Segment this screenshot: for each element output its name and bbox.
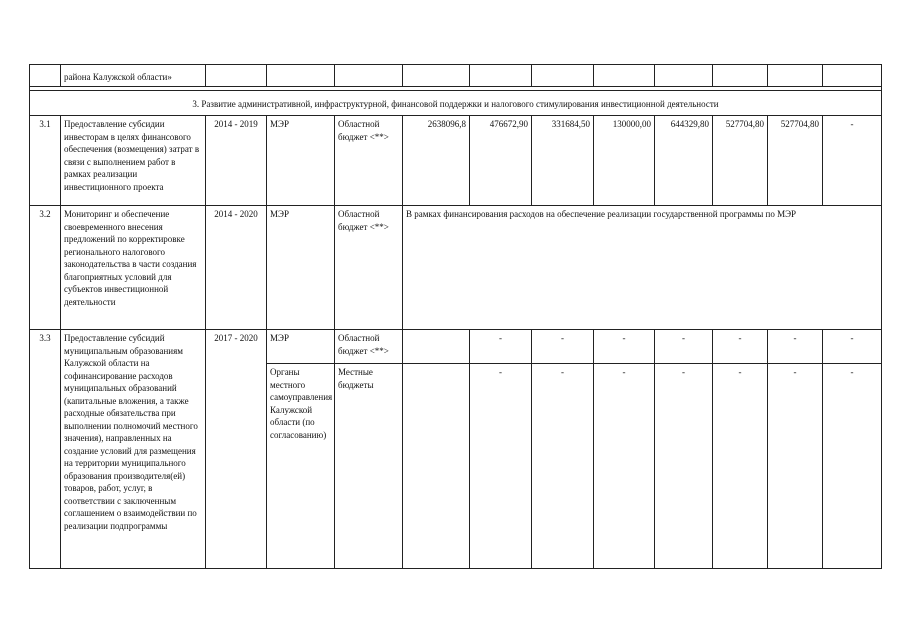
table-row	[30, 65, 882, 87]
row-period: 2014 - 2020	[206, 206, 267, 330]
row-name: Предоставление субсидии инвесторам в целях финансового обеспечения (возмещения) затрат в связи с выполнением работ в рамках реализации инвестиционного проекта	[61, 116, 206, 206]
row-executor: МЭР	[267, 330, 335, 364]
value-cell: 130000,00	[594, 116, 655, 206]
value-cell: -	[655, 364, 713, 569]
table-row	[30, 206, 882, 330]
value-cell	[403, 330, 470, 364]
value-cell: 331684,50	[532, 116, 594, 206]
row-number: 3.1	[30, 116, 61, 206]
row-note: В рамках финансирования расходов на обеспечение реализации государственной программы по МЭР	[403, 206, 882, 330]
value-cell: -	[713, 364, 768, 569]
row-source: Областной бюджет <**>	[335, 116, 403, 206]
value-cell: 476672,90	[470, 116, 532, 206]
value-cell: -	[594, 330, 655, 364]
row-name: района Калужской области»	[61, 65, 206, 87]
value-cell: -	[470, 330, 532, 364]
row-executor: МЭР	[267, 116, 335, 206]
section-row	[30, 91, 882, 116]
value-cell: 644329,80	[655, 116, 713, 206]
row-source: Областной бюджет <**>	[335, 206, 403, 330]
row-source: Областной бюджет <**>	[335, 330, 403, 364]
row-executor: Органы местного самоуправления Калужской области (по согласованию)	[267, 364, 335, 569]
row-source: Местные бюджеты	[335, 364, 403, 569]
value-cell: 527704,80	[768, 116, 823, 206]
row-name: Предоставление субсидий муниципальным образованиям Калужской области на софинансирование расходов муниципальных образований (капитальные вложения, а также расходные обязательства при выполнении полномочий местного значения), направленных на создание условий для размещения на территории муниципального образования производителя(ей) товаров, работ, услуг, в соответствии с заключенным соглашением о взаимодействии по реализации подпрограммы	[61, 330, 206, 569]
program-table	[29, 64, 882, 569]
row-period: 2014 - 2019	[206, 116, 267, 206]
section-title: 3. Развитие административной, инфраструктурной, финансовой поддержки и налогового стимулирования инвестиционной деятельности	[30, 91, 882, 116]
value-cell: -	[655, 330, 713, 364]
value-cell	[403, 364, 470, 569]
row-number: 3.2	[30, 206, 61, 330]
row-number: 3.3	[30, 330, 61, 569]
row-executor: МЭР	[267, 206, 335, 330]
value-cell: -	[823, 116, 882, 206]
row-period: 2017 - 2020	[206, 330, 267, 569]
table-row	[30, 330, 882, 364]
table-row	[30, 116, 882, 206]
value-cell: -	[532, 330, 594, 364]
value-cell: -	[713, 330, 768, 364]
value-cell: -	[594, 364, 655, 569]
row-name: Мониторинг и обеспечение своевременного внесения предложений по корректировке регионального налогового законодательства в части создания благоприятных условий для субъектов инвестиционной деятельности	[61, 206, 206, 330]
value-cell: -	[532, 364, 594, 569]
value-cell: -	[768, 364, 823, 569]
value-cell: 2638096,8	[403, 116, 470, 206]
value-cell: 527704,80	[713, 116, 768, 206]
value-cell: -	[768, 330, 823, 364]
value-cell: -	[823, 330, 882, 364]
value-cell: -	[470, 364, 532, 569]
value-cell: -	[823, 364, 882, 569]
